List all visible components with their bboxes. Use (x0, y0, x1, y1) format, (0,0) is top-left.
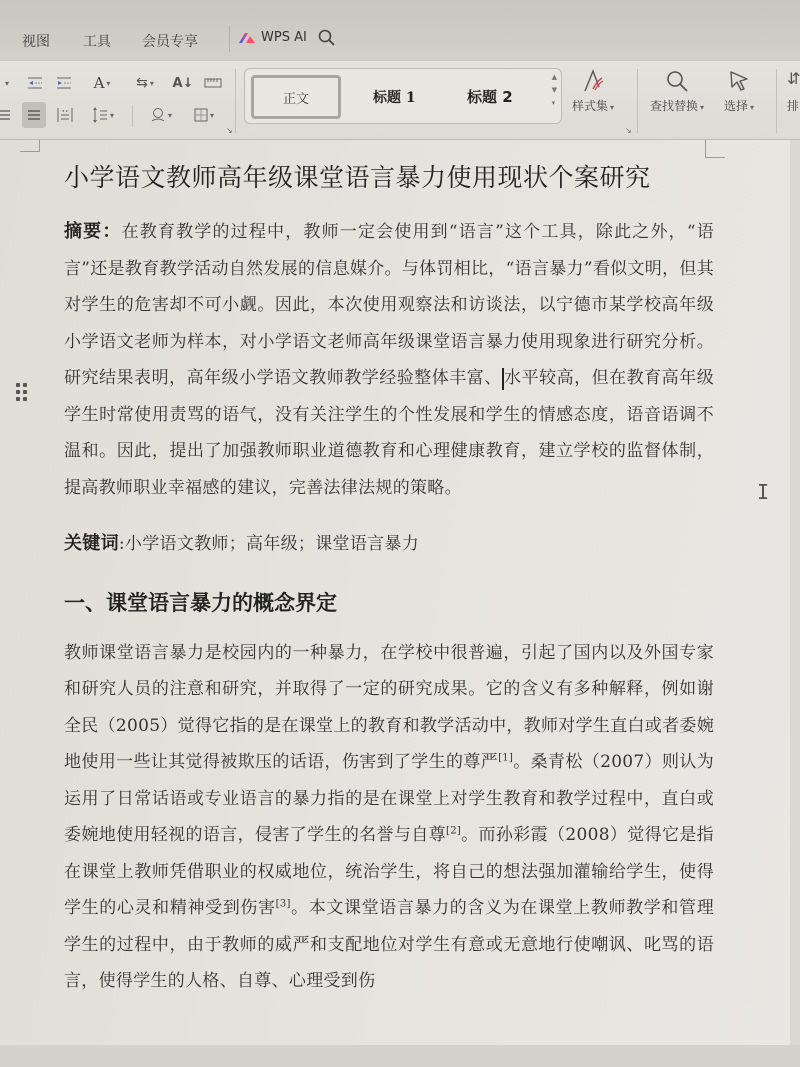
abstract-label: 摘要： (64, 221, 122, 242)
style-gallery (244, 68, 562, 124)
wps-ai-button[interactable] (238, 30, 307, 45)
citation-ref[interactable]: [2] (446, 825, 462, 837)
arrange-button-truncated[interactable]: ⇵ 排 (787, 69, 800, 113)
arrange-label: 排 (787, 99, 800, 113)
menu-view[interactable]: 视图 (22, 34, 50, 50)
abstract-text-cont: 水平较高，但在教育高年级学生时常使用责骂的语气，没有关注学生的个性发展和学生的情感态度，语音语调不温和。因此，提出了加强教师职业道德教育和心理健康教育，建立学校的监督体制，提高教师职业幸福感的建议，完善法律法规的策略。 (64, 368, 715, 498)
keywords-text: :小学语文教师；高年级；课堂语言暴力 (118, 534, 420, 554)
cursor-arrow-icon (727, 69, 751, 93)
body-paragraph (64, 635, 714, 1000)
keywords-label: 关键词 (64, 533, 119, 554)
document-page[interactable] (0, 140, 790, 1045)
scroll-up-icon[interactable]: ▲ (551, 73, 557, 81)
select-button[interactable]: 选择 ▾ (724, 69, 754, 114)
text-effects-icon[interactable]: A ▾ (93, 74, 111, 92)
shading-icon[interactable]: ▾ (146, 104, 176, 126)
styles-dialog-launcher-icon[interactable]: ↘ (625, 126, 632, 135)
paragraph-dialog-launcher-icon[interactable]: ↘ (226, 126, 233, 135)
body-text: 。本文课堂语言暴力的含义为在课堂上教师教学和管理学生的过程中，由于教师的威严和支配地位对学生有意或无意地行使嘲讽、叱骂的语言，使得学生的人格、自尊、心理受到伤 (64, 898, 714, 991)
section-heading: 一、课堂语言暴力的概念界定 (64, 590, 337, 615)
menu-bar (0, 0, 800, 60)
citation-ref[interactable]: [3] (275, 898, 291, 910)
body-text: 。而孙彩霞（2008）觉得它是指在课堂上教师凭借职业的权威地位，统治学生，将自己的想法强加灌输给学生，使得学生的心灵和精神受到伤害 (64, 825, 714, 918)
menu-tools[interactable]: 工具 (83, 34, 111, 50)
citation-ref[interactable]: [1] (498, 752, 514, 764)
find-replace-label: 查找替换 (650, 99, 699, 113)
line-spacing-icon[interactable]: ▾ (86, 104, 120, 126)
increase-indent-icon[interactable] (53, 73, 75, 93)
style-set-icon (581, 69, 605, 93)
style-heading-2[interactable]: 标题 2 (467, 88, 513, 106)
bottom-edge (0, 1045, 800, 1067)
find-replace-button[interactable]: 查找替换 ▾ (650, 69, 704, 114)
wps-ai-label: WPS AI (261, 30, 307, 45)
list-dropdown[interactable]: ▾ (4, 78, 9, 88)
abstract-paragraph (64, 214, 714, 506)
scroll-down-icon[interactable]: ▼ (551, 86, 557, 94)
paragraph-drag-handle-icon[interactable] (16, 383, 27, 401)
menu-divider (229, 26, 230, 52)
body-text: 教师课堂语言暴力是校园内的一种暴力，在学校中很普遍，引起了国内以及外国专家和研究人员的注意和研究，并取得了一定的研究成果。它的含义有多种解释，例如谢全民（2005）觉得它指的是在课堂上的教育和教学活动中，教师对学生直白或者委婉地使用一些让其觉得被欺压的话语，伤害到了学生的尊严 (64, 642, 714, 772)
justify-align-icon[interactable] (22, 102, 46, 128)
ribbon-divider (235, 69, 236, 133)
body-text: 。桑青松（2007）则认为运用了日常话语或专业语言的暴力指的是在课堂上对学生教育和教学过程中，直白或委婉地使用轻视的语言，侵害了学生的名誉与自尊 (64, 752, 714, 845)
abstract-text: 在教育教学的过程中，教师一定会使用到“语言”这个工具，除此之外，“语言”还是教育教学活动自然发展的信息媒介。与体罚相比，“语言暴力”看似文明，但其对学生的危害却不可小觑。因此，本次使用观察法和访谈法，以宁德市某学校高年级小学语文老师为样本，对小学语文老师高年级课堂语言暴力使用现象进行研究分析。研究结果表明，高年级小学语文教师教学经验整体丰富、 (64, 222, 714, 388)
search-icon[interactable] (318, 29, 336, 47)
document-content[interactable] (64, 158, 714, 1000)
ribbon-divider (776, 69, 777, 133)
document-title: 小学语文教师高年级课堂语言暴力使用现状个案研究 (64, 163, 651, 192)
ribbon-divider (637, 69, 638, 133)
ruler-icon[interactable] (202, 73, 224, 93)
keywords-paragraph (64, 526, 714, 563)
menu-member[interactable]: 会员专享 (142, 34, 198, 50)
expand-gallery-icon[interactable]: ▾ (551, 99, 556, 107)
select-label: 选择 (724, 99, 749, 113)
ribbon-divider (132, 105, 133, 127)
style-set-button[interactable]: 样式集 ▾ (572, 69, 614, 114)
style-set-label: 样式集 (572, 99, 609, 113)
decrease-indent-icon[interactable] (24, 73, 46, 93)
margin-corner-top-left (20, 140, 40, 152)
find-icon (665, 69, 689, 93)
distributed-align-icon[interactable] (54, 104, 76, 126)
wps-ai-logo-icon (238, 32, 256, 44)
style-heading-1[interactable]: 标题 1 (373, 90, 416, 106)
border-icon[interactable]: ▾ (188, 104, 220, 126)
sort-icon[interactable]: A↓ (172, 75, 194, 91)
gallery-scroll (552, 73, 557, 107)
margin-corner-top-right (705, 140, 725, 158)
style-normal[interactable]: 正文 (251, 75, 341, 119)
document-area (0, 140, 800, 1067)
text-direction-icon[interactable]: ⇆ ▾ (136, 75, 154, 91)
align-left-icon[interactable] (0, 104, 12, 126)
ibeam-cursor-icon: I (757, 480, 770, 504)
